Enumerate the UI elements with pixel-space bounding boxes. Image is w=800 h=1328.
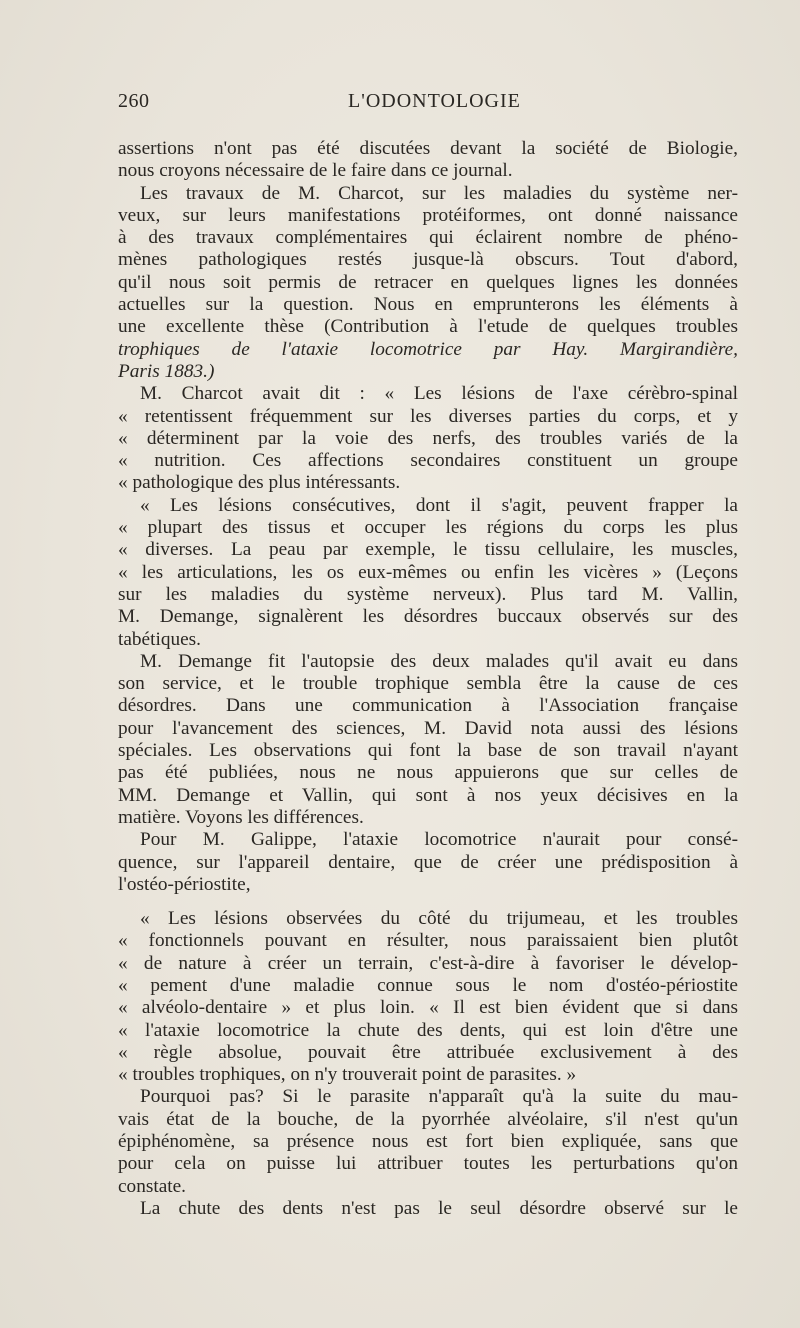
page-number: 260 — [118, 90, 150, 112]
text-line-italic: trophiques de l'ataxie locomotrice par Hay. Margirandière, — [118, 338, 738, 360]
text-line: pour cela on puisse lui attribuer toutes les perturbations qu'on — [118, 1153, 738, 1175]
text-line: vais état de la bouche, de la pyorrhée alvéolaire, s'il n'est qu'un — [118, 1108, 738, 1130]
text-line: Pourquoi pas? Si le parasite n'apparaît qu'à la suite du mau- — [140, 1086, 738, 1108]
text-line: à des travaux complémentaires qui éclairent nombre de phéno- — [118, 227, 738, 249]
text-line: M. Demange fit l'autopsie des deux malades qu'il avait eu dans — [140, 650, 738, 672]
text-line: « Les lésions observées du côté du trijumeau, et les troubles — [140, 908, 738, 930]
text-line: « règle absolue, pouvait être attribuée exclusivement à des — [118, 1041, 738, 1063]
text-line: « diverses. La peau par exemple, le tissu cellulaire, les muscles, — [118, 539, 738, 561]
text-line: veux, sur leurs manifestations protéiformes, ont donné naissance — [118, 204, 738, 226]
text-line: Paris 1883.) — [118, 360, 215, 382]
text-line: sur les maladies du système nerveux). Plus tard M. Vallin, — [118, 583, 738, 605]
text-line: épiphénomène, sa présence nous est fort bien expliquée, sans que — [118, 1131, 738, 1153]
text-line: MM. Demange et Vallin, qui sont à nos yeux décisives en la — [118, 784, 738, 806]
text-line: « fonctionnels pouvant en résulter, nous paraissaient bien plutôt — [118, 930, 738, 952]
text-line: « pathologique des plus intéressants. — [118, 472, 401, 494]
running-title: L'ODONTOLOGIE — [348, 90, 521, 112]
text-line: matière. Voyons les différences. — [118, 806, 364, 828]
text-line: « nutrition. Ces affections secondaires constituent un groupe — [118, 450, 738, 472]
text-line: nous croyons nécessaire de le faire dans ce journal. — [118, 160, 513, 182]
text-line: « les articulations, les os eux-mêmes ou enfin les vicères » (Leçons — [118, 561, 738, 583]
text-line: « retentissent fréquemment sur les diverses parties du corps, et y — [118, 405, 738, 427]
text-line: pour l'avancement des sciences, M. David nota aussi des lésions — [118, 717, 738, 739]
text-line: « alvéolo-dentaire » et plus loin. « Il est bien évident que si dans — [118, 997, 738, 1019]
text-line: « déterminent par la voie des nerfs, des troubles variés de la — [118, 427, 738, 449]
text-line: « troubles trophiques, on n'y trouverait point de parasites. » — [118, 1064, 577, 1086]
text-line: une excellente thèse (Contribution à l'etude de quelques troubles — [118, 316, 738, 338]
page-header — [118, 90, 738, 120]
text-line: qu'il nous soit permis de retracer en quelques lignes les données — [118, 271, 738, 293]
text-line: constate. — [118, 1175, 186, 1197]
text-line: M. Demange, signalèrent les désordres buccaux observés sur des — [118, 606, 738, 628]
text-line: l'ostéo-périostite, — [118, 873, 251, 895]
text-line: « de nature à créer un terrain, c'est-à-dire à favoriser le dévelop- — [118, 952, 738, 974]
text-line: son service, et le trouble trophique sembla être la cause de ces — [118, 673, 738, 695]
text-line: actuelles sur la question. Nous en emprunterons les éléments à — [118, 294, 738, 316]
text-line: Pour M. Galippe, l'ataxie locomotrice n'aurait pour consé- — [140, 829, 738, 851]
text-line: tabétiques. — [118, 628, 201, 650]
text-line: spéciales. Les observations qui font la base de son travail n'ayant — [118, 740, 738, 762]
paragraph-gap — [118, 896, 738, 908]
text-line: quence, sur l'appareil dentaire, que de créer une prédisposition à — [118, 851, 738, 873]
text-line: La chute des dents n'est pas le seul désordre observé sur le — [140, 1197, 738, 1219]
body-text — [118, 138, 738, 1220]
text-line: assertions n'ont pas été discutées devant la société de Biologie, — [118, 138, 738, 159]
text-line: Les travaux de M. Charcot, sur les maladies du système ner- — [140, 182, 738, 204]
text-line: « l'ataxie locomotrice la chute des dents, qui est loin d'être une — [118, 1019, 738, 1041]
text-line: pas été publiées, nous ne nous appuierons que sur celles de — [118, 762, 738, 784]
text-line: « pement d'une maladie connue sous le nom d'ostéo-périostite — [118, 974, 738, 996]
text-line: « plupart des tissus et occuper les régions du corps les plus — [118, 517, 738, 539]
text-line: « Les lésions consécutives, dont il s'agit, peuvent frapper la — [140, 494, 738, 516]
text-line: M. Charcot avait dit : « Les lésions de l'axe cérèbro-spinal — [140, 383, 738, 405]
text-line: mènes pathologiques restés jusque-là obscurs. Tout d'abord, — [118, 249, 738, 271]
text-line: désordres. Dans une communication à l'Association française — [118, 695, 738, 717]
